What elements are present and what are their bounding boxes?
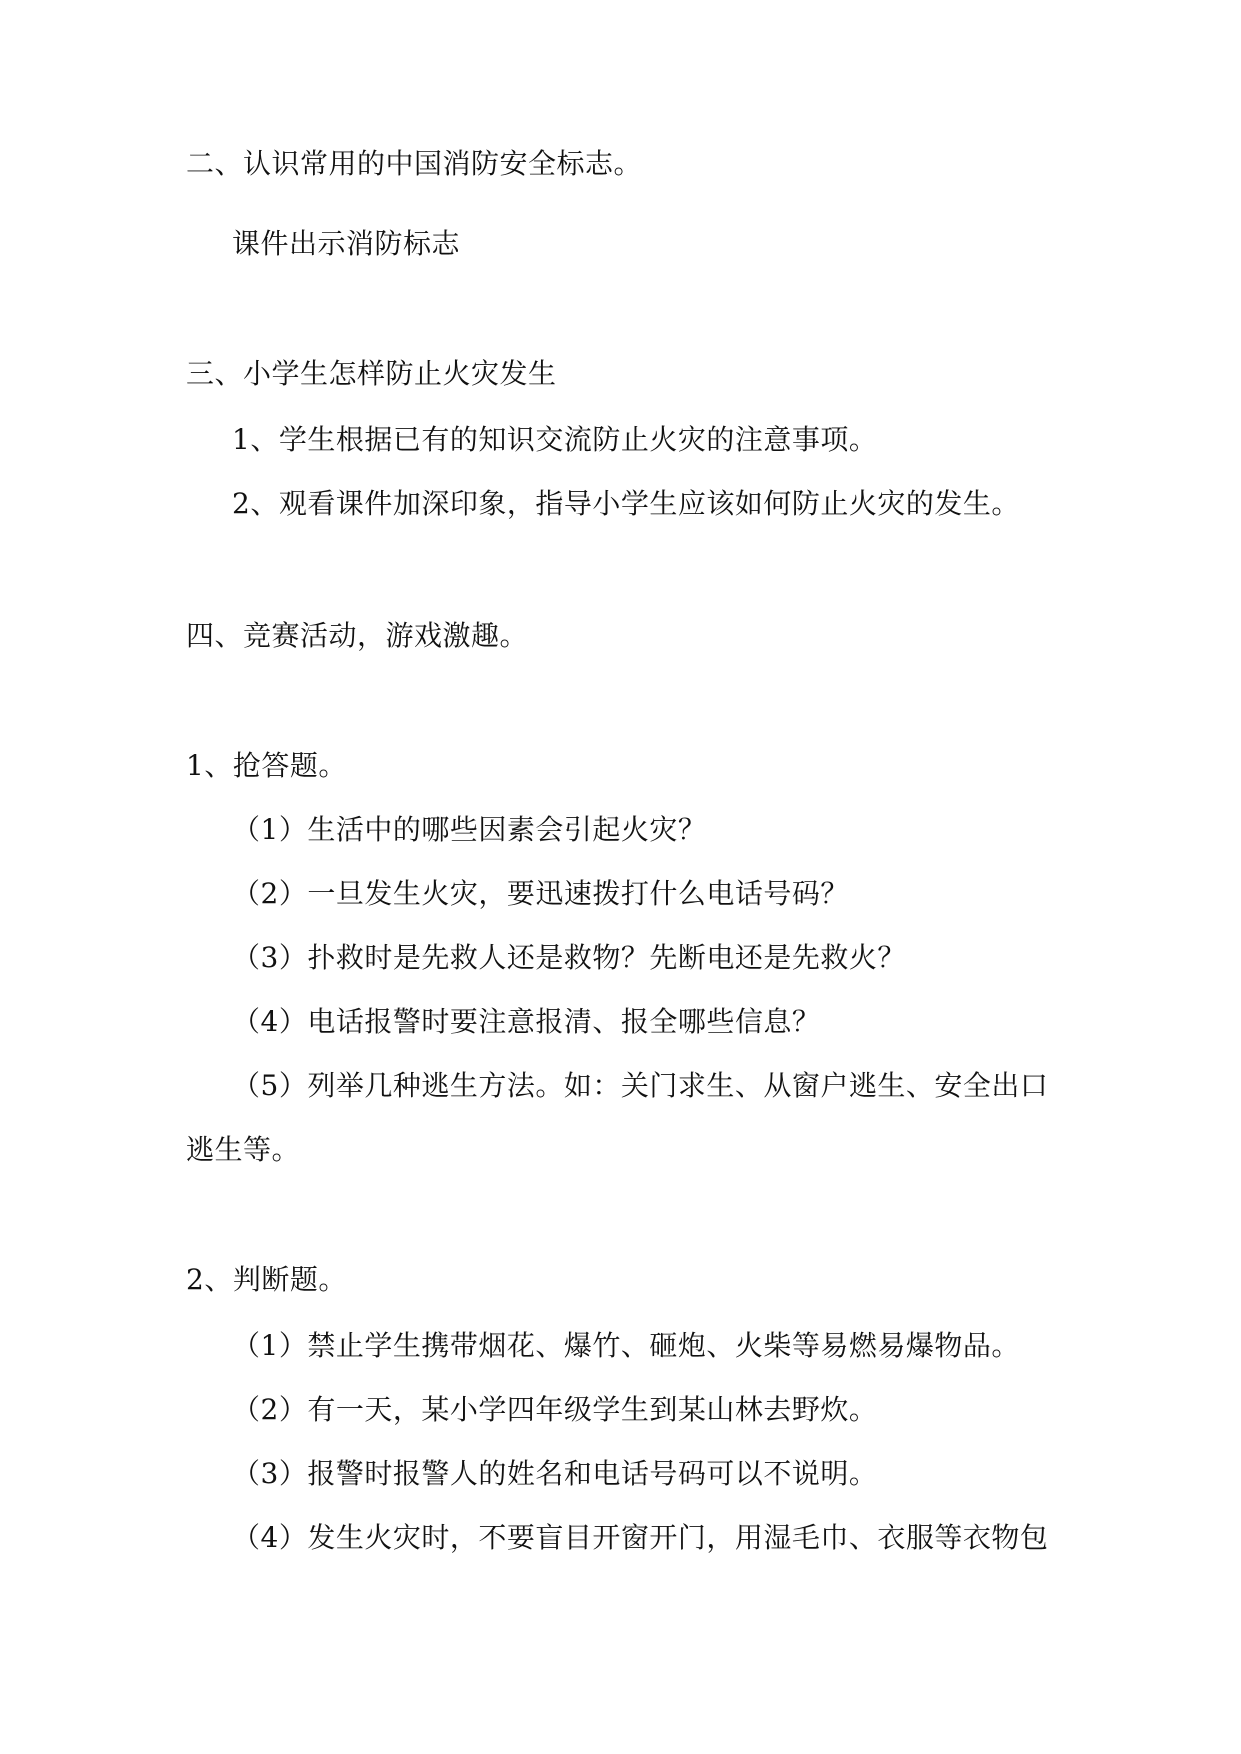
section-3-item-2: 2、观看课件加深印象，指导小学生应该如何防止火灾的发生。 [232,487,1020,520]
quiz-question-2: （2）一旦发生火灾，要迅速拨打什么电话号码？ [232,877,849,910]
section-heading-3: 三、小学生怎样防止火灾发生 [186,357,557,390]
quiz-question-1: （1）生活中的哪些因素会引起火灾？ [232,813,707,846]
section-3-item-1: 1、学生根据已有的知识交流防止火灾的注意事项。 [232,423,878,456]
section-heading-2: 二、认识常用的中国消防安全标志。 [186,147,643,180]
judge-question-1: （1）禁止学生携带烟花、爆竹、砸炮、火柴等易燃易爆物品。 [232,1329,1020,1362]
judge-question-4: （4）发生火灾时，不要盲目开窗开门，用湿毛巾、衣服等衣物包 [232,1521,1049,1554]
quiz-question-5-continued: 逃生等。 [186,1133,301,1166]
quiz-question-5: （5）列举几种逃生方法。如：关门求生、从窗户逃生、安全出口 [232,1069,1049,1102]
judge-heading: 2、判断题。 [186,1263,347,1296]
quiz-heading: 1、抢答题。 [186,749,347,782]
quiz-question-4: （4）电话报警时要注意报清、报全哪些信息？ [232,1005,821,1038]
section-heading-4: 四、竞赛活动，游戏激趣。 [186,619,529,652]
quiz-question-3: （3）扑救时是先救人还是救物？先断电还是先救火？ [232,941,906,974]
judge-question-2: （2）有一天，某小学四年级学生到某山林去野炊。 [232,1393,878,1426]
section-2-body: 课件出示消防标志 [232,227,461,260]
judge-question-3: （3）报警时报警人的姓名和电话号码可以不说明。 [232,1457,878,1490]
